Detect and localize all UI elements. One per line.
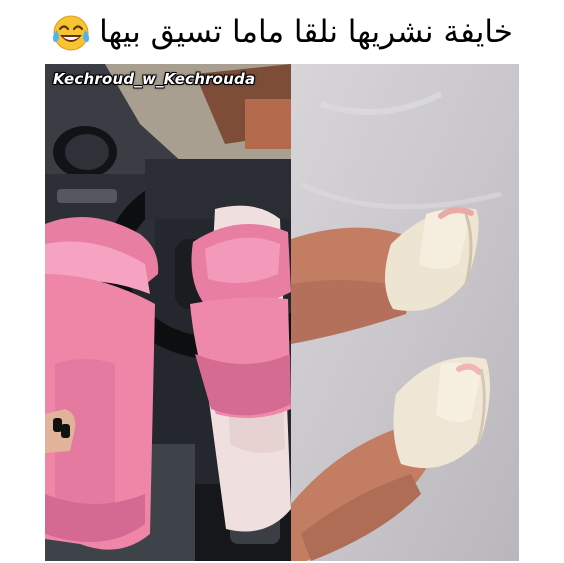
pink-slides-illustration [45, 64, 291, 561]
watermark-text: Kechroud_w_Kechrouda [53, 70, 256, 88]
caption-bar [0, 4, 564, 60]
caption-text: خايفة نشريها نلقا ماما تسيق بيها [99, 14, 513, 50]
cream-slides-illustration [291, 64, 519, 561]
photo-pink-slides [45, 64, 291, 561]
face-with-tears-of-joy-icon [51, 12, 91, 52]
photo-cream-slides [291, 64, 519, 561]
